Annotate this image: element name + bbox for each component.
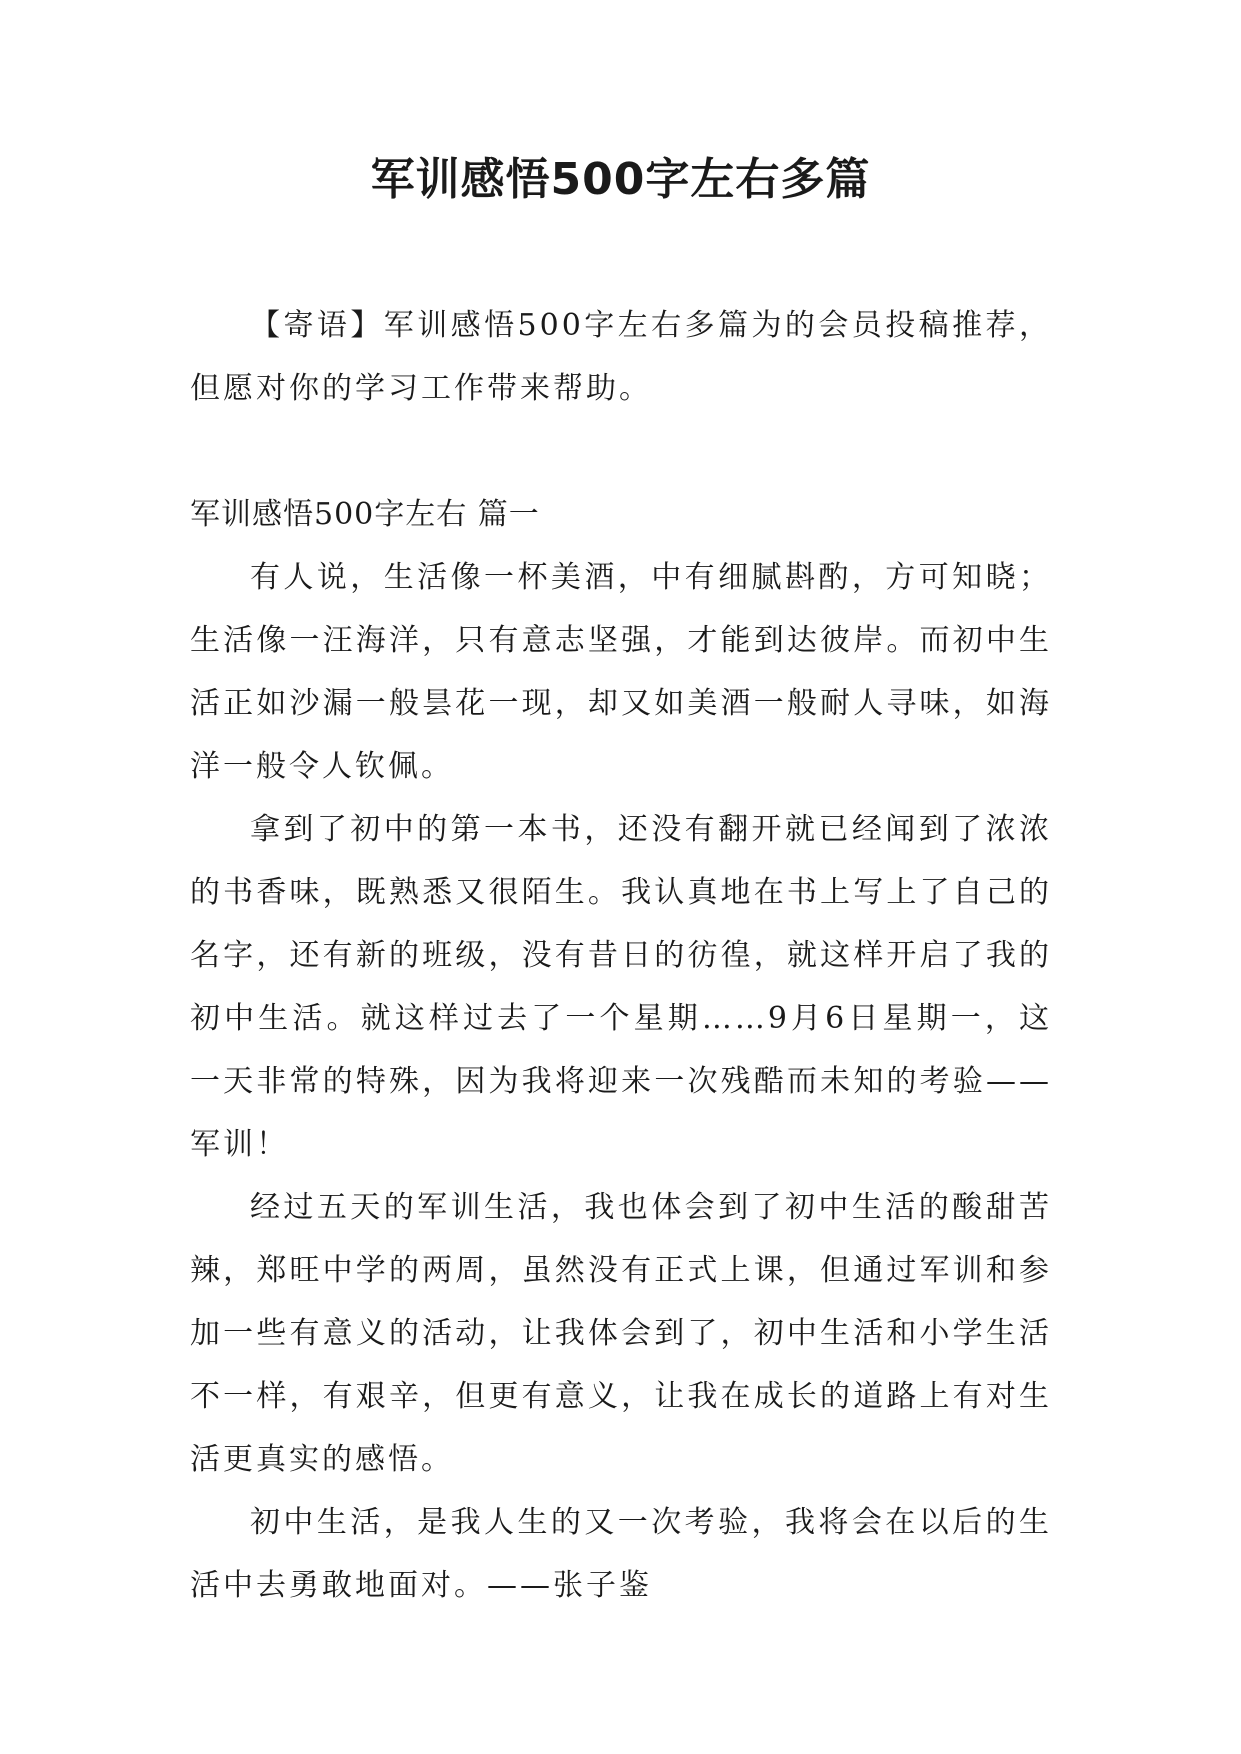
intro-paragraph: 【寄语】军训感悟500字左右多篇为的会员投稿推荐，但愿对你的学习工作带来帮助。 [190,308,1052,406]
body-paragraph: 有人说，生活像一杯美酒，中有细腻斟酌，方可知晓；生活像一汪海洋，只有意志坚强，才能到达彼岸。而初中生活正如沙漏一般昙花一现，却又如美酒一般耐人寻味，如海洋一般令人钦佩。 [190,560,1052,784]
body-paragraph: 初中生活，是我人生的又一次考验，我将会在以后的生活中去勇敢地面对。——张子鉴 [190,1505,1052,1603]
body-paragraph: 拿到了初中的第一本书，还没有翻开就已经闻到了浓浓的书香味，既熟悉又很陌生。我认真地在书上写上了自己的名字，还有新的班级，没有昔日的彷徨，就这样开启了我的初中生活。就这样过去了一个星期……9月6日星期一，这一天非常的特殊，因为我将迎来一次残酷而未知的考验——军训！ [190,812,1052,1162]
spacer [190,420,1052,483]
document-body [190,294,1052,1617]
section-heading: 军训感悟500字左右 篇一 [190,497,540,532]
body-paragraph: 经过五天的军训生活，我也体会到了初中生活的酸甜苦辣，郑旺中学的两周，虽然没有正式上课，但通过军训和参加一些有意义的活动，让我体会到了，初中生活和小学生活不一样，有艰辛，但更有意义，让我在成长的道路上有对生活更真实的感悟。 [190,1190,1052,1477]
document-title: 军训感悟500字左右多篇 [370,154,871,205]
